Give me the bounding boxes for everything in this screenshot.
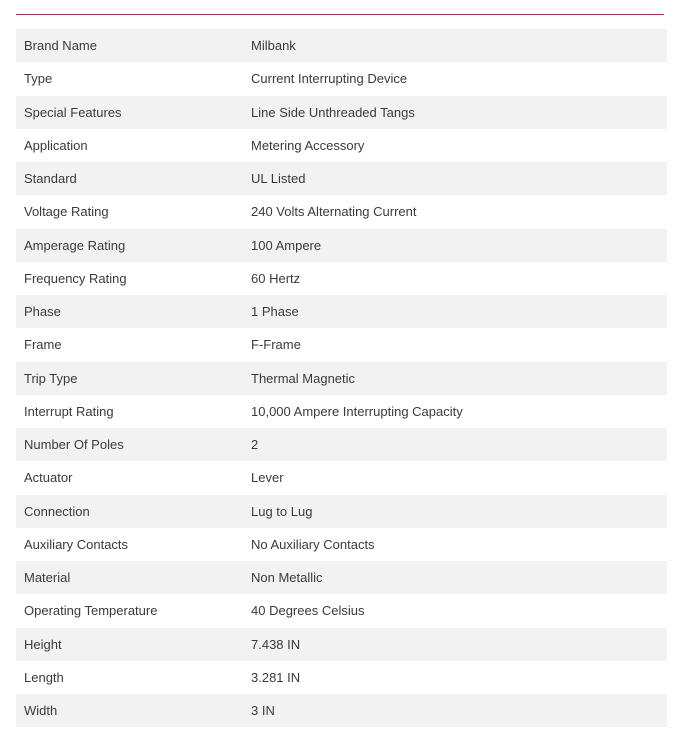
spec-row-type xyxy=(16,62,667,95)
spec-name: Operating Temperature xyxy=(24,603,158,619)
spec-name: Phase xyxy=(24,304,61,320)
spec-name: Material xyxy=(24,570,71,586)
spec-value: 100 Ampere xyxy=(251,237,322,253)
spec-name: Voltage Rating xyxy=(24,204,109,220)
spec-value: Non Metallic xyxy=(251,570,323,586)
spec-name: Height xyxy=(24,636,62,652)
spec-value: Lug to Lug xyxy=(251,503,313,519)
spec-name: Amperage Rating xyxy=(24,237,126,253)
spec-value: 10,000 Ampere Interrupting Capacity xyxy=(251,403,463,419)
spec-value: F-Frame xyxy=(251,337,301,353)
spec-name: Type xyxy=(24,71,53,87)
spec-name: Actuator xyxy=(24,470,73,486)
spec-row-number-of-poles xyxy=(16,428,667,461)
specifications-table xyxy=(16,29,667,727)
spec-row-amperage-rating xyxy=(16,229,667,262)
spec-name: Number Of Poles xyxy=(24,437,124,453)
spec-value: Line Side Unthreaded Tangs xyxy=(251,104,415,120)
spec-name: Standard xyxy=(24,171,77,187)
spec-row-operating-temperature xyxy=(16,594,667,627)
spec-name: Interrupt Rating xyxy=(24,403,114,419)
spec-value: 1 Phase xyxy=(251,304,299,320)
spec-row-brand-name xyxy=(16,29,667,62)
spec-name: Application xyxy=(24,137,88,153)
spec-row-interrupt-rating xyxy=(16,395,667,428)
spec-row-application xyxy=(16,129,667,162)
spec-value: 3.281 IN xyxy=(251,669,301,685)
spec-value: No Auxiliary Contacts xyxy=(251,536,375,552)
spec-name: Width xyxy=(24,703,58,719)
spec-row-voltage-rating xyxy=(16,195,667,228)
spec-row-frequency-rating xyxy=(16,262,667,295)
spec-value: 3 IN xyxy=(251,703,275,719)
spec-row-connection xyxy=(16,495,667,528)
spec-value: 60 Hertz xyxy=(251,270,301,286)
spec-value: 7.438 IN xyxy=(251,636,301,652)
spec-row-width xyxy=(16,694,667,727)
spec-row-material xyxy=(16,561,667,594)
spec-name: Length xyxy=(24,669,64,685)
spec-value: Milbank xyxy=(251,38,296,54)
spec-name: Auxiliary Contacts xyxy=(24,536,129,552)
spec-row-auxiliary-contacts xyxy=(16,528,667,561)
spec-value: Metering Accessory xyxy=(251,137,365,153)
spec-name: Trip Type xyxy=(24,370,78,386)
spec-name: Frequency Rating xyxy=(24,270,127,286)
spec-value: Current Interrupting Device xyxy=(251,71,408,87)
spec-row-special-features xyxy=(16,96,667,129)
spec-name: Brand Name xyxy=(24,38,97,54)
spec-value: UL Listed xyxy=(251,171,306,187)
spec-name: Special Features xyxy=(24,104,122,120)
spec-row-height xyxy=(16,628,667,661)
section-divider xyxy=(16,14,664,15)
spec-value: 240 Volts Alternating Current xyxy=(251,204,417,220)
spec-row-actuator xyxy=(16,461,667,494)
spec-row-standard xyxy=(16,162,667,195)
spec-value: 2 xyxy=(251,437,259,453)
spec-name: Frame xyxy=(24,337,62,353)
spec-name: Connection xyxy=(24,503,90,519)
spec-row-frame xyxy=(16,328,667,361)
spec-row-trip-type xyxy=(16,362,667,395)
spec-value: 40 Degrees Celsius xyxy=(251,603,365,619)
spec-value: Lever xyxy=(251,470,284,486)
spec-value: Thermal Magnetic xyxy=(251,370,356,386)
spec-row-length xyxy=(16,661,667,694)
spec-row-phase xyxy=(16,295,667,328)
